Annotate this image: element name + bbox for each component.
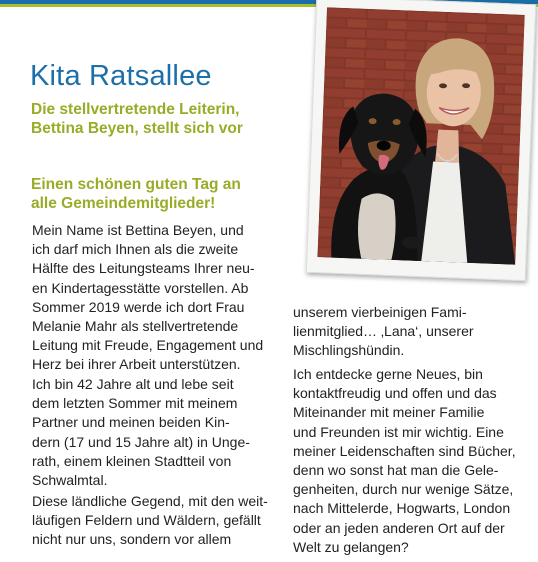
text-line: Schwalmtal.	[32, 472, 108, 489]
text-line: denn wo sonst hat man die Gele-	[293, 462, 499, 479]
text-line: dem letzten Sommer mit meinem	[32, 395, 238, 412]
text-line: Sommer 2019 werde ich dort Frau	[32, 298, 245, 315]
text-line: Melanie Mahr als stellvertretende	[32, 318, 239, 335]
text-line: Partner und meinen beiden Kin-	[32, 414, 230, 431]
subtitle	[31, 100, 281, 138]
text-line: nicht nur uns, sondern vor allem	[32, 531, 232, 548]
paragraph-interests	[293, 365, 533, 557]
portrait-photo	[306, 0, 536, 281]
greeting-line: alle Gemeindemitglieder!	[31, 195, 216, 212]
text-line: Miteinander mit meiner Familie	[293, 404, 485, 421]
text-line: Welt zu gelangen?	[293, 538, 409, 555]
text-line: genheiten, durch nur wenige Sätze,	[293, 481, 514, 498]
paragraph-dog	[293, 303, 531, 361]
text-line: lienmitglied… ‚Lana‘, unserer	[293, 323, 474, 340]
paragraph-region	[32, 492, 280, 550]
text-line: Ich bin 42 Jahre alt und lebe seit	[32, 376, 234, 392]
text-line: rath, einem kleinen Stadtteil von	[32, 452, 232, 469]
text-line: Ich entdecke gerne Neues, bin	[293, 366, 483, 382]
text-line: dern (17 und 15 Jahre alt) in Unge-	[32, 433, 250, 450]
text-line: Mein Name ist Bettina Beyen, und	[32, 222, 244, 238]
text-line: en Kindertagesstätte vorstellen. Ab	[32, 279, 249, 296]
page-title: Kita Ratsallee	[30, 60, 212, 92]
greeting-heading	[31, 175, 281, 213]
text-line: Diese ländliche Gegend, mit den weit-	[32, 493, 268, 509]
greeting-line: Einen schönen guten Tag an	[31, 176, 241, 193]
text-line: unserem vierbeinigen Fami-	[293, 304, 467, 320]
text-line: und Freunden ist mir wichtig. Eine	[293, 423, 504, 440]
paragraph-family	[32, 375, 280, 490]
text-line: Leitung mit Freude, Engagement und	[32, 337, 264, 354]
text-line: oder an jeden anderen Ort auf der	[293, 519, 505, 536]
subtitle-line: Die stellvertretende Leiterin,	[31, 101, 240, 118]
text-line: läufigen Feldern und Wäldern, gefällt	[32, 512, 261, 529]
portrait-photo-woman-with-dog-icon	[317, 7, 524, 264]
subtitle-line: Bettina Beyen, stellt sich vor	[31, 120, 243, 137]
text-line: kontaktfreudig und offen und das	[293, 385, 497, 402]
text-line: Herz bei ihrer Arbeit unterstützen.	[32, 356, 241, 373]
text-line: ich darf mich Ihnen als die zweite	[32, 241, 239, 258]
text-line: Mischlingshündin.	[293, 342, 405, 359]
text-line: Hälfte des Leitungsteams Ihrer neu-	[32, 260, 255, 277]
text-line: meiner Leidenschaften sind Bücher,	[293, 442, 516, 459]
text-line: nach Mittelerde, Hogwarts, London	[293, 500, 511, 517]
paragraph-introduction	[32, 221, 280, 375]
